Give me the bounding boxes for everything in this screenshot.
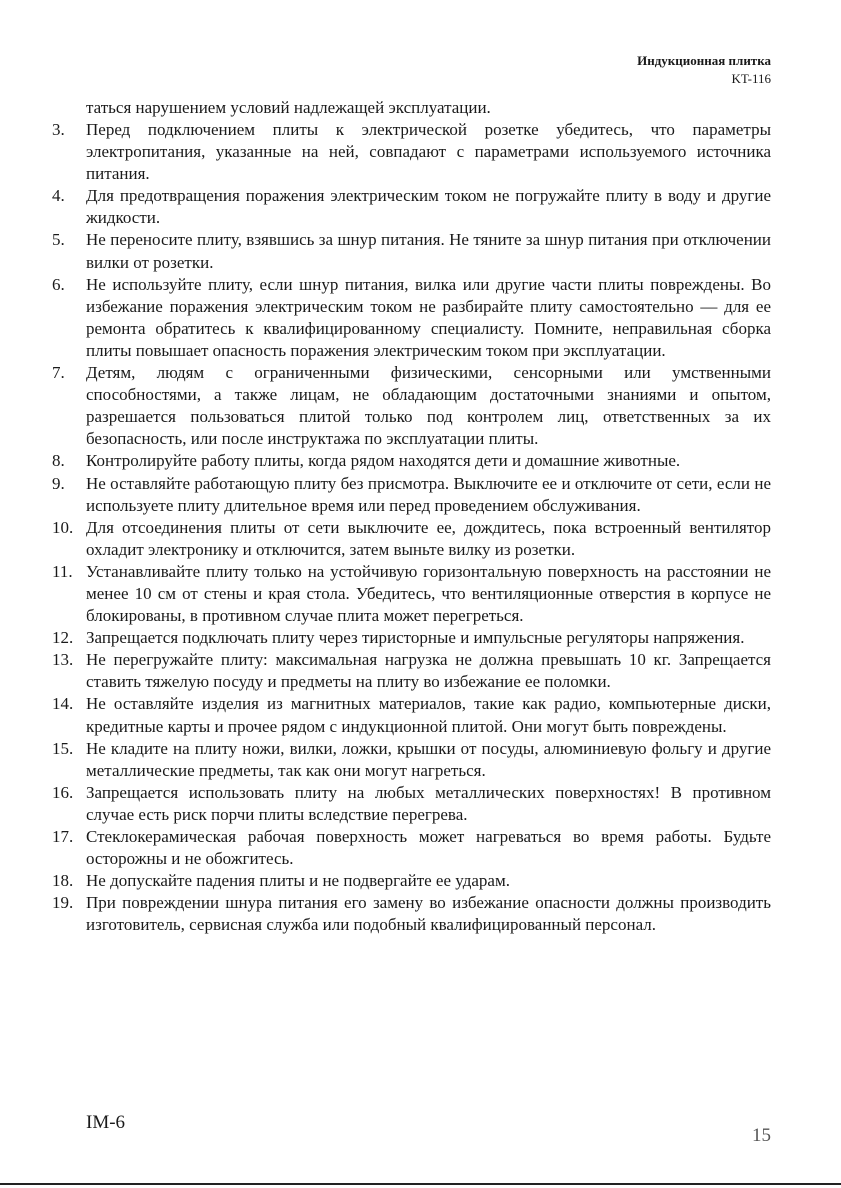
- item-number: 16.: [52, 782, 74, 802]
- list-item: [52, 826, 771, 870]
- item-text: Не перегружайте плиту: максимальная нагрузка не должна превышать 10 кг. Запрещается ставить тяжелую посуду и предметы на плиту во избежание ее поломки.: [86, 650, 771, 692]
- item-text: Стеклокерамическая рабочая поверхность может нагреваться во время работы. Будьте осторожны и не обожгитесь.: [86, 827, 771, 869]
- item-text: Не оставляйте работающую плиту без присмотра. Выключите ее и отключите от сети, если не используете плиту длительное время или перед проведением обслуживания.: [86, 473, 771, 515]
- item-text: Запрещается подключать плиту через тиристорные и импульсные регуляторы напряжения.: [86, 628, 745, 648]
- list-item: [52, 274, 771, 362]
- item-number: 13.: [52, 650, 74, 670]
- item-text: Детям, людям с ограниченными физическими, сенсорными или умственными способностями, а также лицам, не обладающим достаточными знаниями и опытом, разрешается пользоваться плитой только под контролем лиц, ответственных за их безопасность, или после инструктажа по эксплуатации плиты.: [86, 363, 771, 449]
- list-item: [52, 517, 771, 561]
- model-number: KT-116: [731, 71, 771, 86]
- continued-text: таться нарушением условий надлежащей эксплуатации.: [86, 98, 491, 117]
- list-item: [52, 229, 771, 273]
- item-text: Не оставляйте изделия из магнитных материалов, такие как радио, компьютерные диски, кредитные карты и прочее рядом с индукционной плитой. Они могут быть повреждены.: [86, 694, 771, 736]
- list-item: [52, 450, 771, 472]
- product-title: Индукционная плитка: [637, 53, 771, 68]
- item-text: Не кладите на плиту ножи, вилки, ложки, крышки от посуды, алюминиевую фольгу и другие металлические предметы, так как они могут нагреться.: [86, 738, 771, 780]
- item-text: Запрещается использовать плиту на любых металлических поверхностях! В противном случае есть риск порчи плиты вследствие перегрева.: [86, 782, 771, 824]
- list-item: [52, 362, 771, 450]
- item-number: 18.: [52, 871, 74, 891]
- item-number: 8.: [52, 451, 65, 471]
- list-item: [52, 119, 771, 185]
- safety-instructions: [52, 97, 771, 936]
- item-text: Для отсоединения плиты от сети выключите ее, дождитесь, пока встроенный вентилятор охладит электронику и отключится, затем выньте вилку из розетки.: [86, 517, 771, 559]
- item-number: 15.: [52, 738, 74, 758]
- list-item: [52, 782, 771, 826]
- item-number: 6.: [52, 274, 65, 294]
- item-number: 9.: [52, 473, 65, 493]
- item-text: При повреждении шнура питания его замену во избежание опасности должны производить изготовитель, сервисная служба или подобный квалифицированный персонал.: [86, 893, 771, 935]
- instruction-list: [52, 119, 771, 936]
- list-item: [52, 185, 771, 229]
- list-item: [52, 649, 771, 693]
- page-header: [637, 52, 771, 88]
- item-number: 12.: [52, 628, 74, 648]
- item-number: 5.: [52, 230, 65, 250]
- item-text: Не допускайте падения плиты и не подвергайте ее ударам.: [86, 871, 510, 891]
- item-number: 19.: [52, 893, 74, 913]
- item-text: Для предотвращения поражения электрическим током не погружайте плиту в воду и другие жидкости.: [86, 186, 771, 228]
- item-text: Контролируйте работу плиты, когда рядом находятся дети и домашние животные.: [86, 451, 681, 471]
- list-item: [52, 892, 771, 936]
- list-item: [52, 561, 771, 627]
- item-text: Не используйте плиту, если шнур питания, вилка или другие части плиты повреждены. Во избежание поражения электрическим током не разбирайте плиту самостоятельно — для ее ремонта обратитесь к квалифицированному специалисту. Помните, неправильная сборка плиты повышает опасность поражения электрическим током при эксплуатации.: [86, 274, 771, 360]
- list-item: [52, 693, 771, 737]
- item-number: 4.: [52, 186, 65, 206]
- page-number: 15: [752, 1125, 771, 1146]
- list-item: [52, 738, 771, 782]
- item-number: 14.: [52, 694, 74, 714]
- list-item: [52, 473, 771, 517]
- item-number: 10.: [52, 517, 74, 537]
- list-item: [52, 870, 771, 892]
- bottom-divider: [0, 1183, 841, 1185]
- item-number: 17.: [52, 827, 74, 846]
- item-text: Устанавливайте плиту только на устойчивую горизонтальную поверхность на расстоянии не менее 10 см от стены и края стола. Убедитесь, что вентиляционные отверстия в корпусе не блокированы, в противном случае плита может перегреться.: [86, 561, 771, 626]
- item-text: Перед подключением плиты к электрической розетке убедитесь, что параметры электропитания, указанные на ней, совпадают с параметрами используемого источника питания.: [86, 120, 771, 184]
- list-item: [52, 627, 771, 649]
- item-number: 11.: [52, 561, 73, 581]
- item-number: 7.: [52, 363, 65, 383]
- item-text: Не переносите плиту, взявшись за шнур питания. Не тяните за шнур питания при отключении вилки от розетки.: [86, 230, 771, 272]
- item-number: 3.: [52, 120, 65, 139]
- document-code: IM-6: [86, 1112, 126, 1133]
